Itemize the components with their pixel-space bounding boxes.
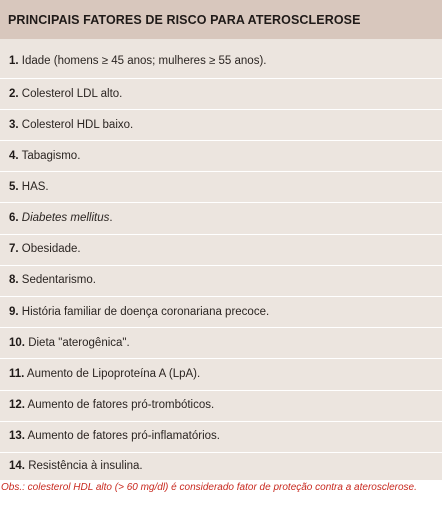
row-divider [0,296,442,297]
item-number: 11. [9,368,25,380]
item-number: 8. [9,274,19,286]
item-text: Sedentarismo. [18,274,96,286]
item-number: 13. [9,430,25,442]
row-divider [0,327,442,328]
row-divider [0,171,442,172]
item-number: 12. [9,399,25,411]
list-item [9,304,269,320]
list-item [9,428,220,444]
item-number: 3. [9,119,19,131]
item-text: Colesterol LDL alto. [18,88,123,100]
list-item [9,241,81,257]
list-item [9,210,113,226]
item-number: 14. [9,460,25,472]
item-text: Aumento de fatores pró-inflamatórios. [25,430,220,442]
row-divider [0,358,442,359]
row-divider [0,202,442,203]
list-item [9,148,80,164]
row-divider [0,265,442,266]
list-item [9,458,143,474]
table-title: PRINCIPAIS FATORES DE RISCO PARA ATEROSCLEROSE [8,13,361,27]
row-divider [0,421,442,422]
list-item [9,366,200,382]
list-item [9,397,214,413]
item-text: Aumento de fatores pró-trombóticos. [25,399,215,411]
row-divider [0,234,442,235]
list-item [9,117,133,133]
item-text: Colesterol HDL baixo. [18,119,134,131]
item-number: 6. [9,212,19,224]
row-divider [0,140,442,141]
item-text: Tabagismo. [18,150,81,162]
row-divider [0,452,442,453]
item-number: 1. [9,55,19,67]
item-text: Obesidade. [18,243,81,255]
item-text-suffix: . [109,212,113,224]
list-item [9,335,130,351]
item-text: História familiar de doença coronariana precoce. [18,306,270,318]
item-text: Aumento de Lipoproteína A (LpA). [24,368,201,380]
item-number: 10. [9,337,25,349]
list-item [9,53,266,69]
item-italic-text: Diabetes mellitus [18,212,110,224]
item-text: Idade (homens ≥ 45 anos; mulheres ≥ 55 anos). [18,55,267,67]
item-number: 7. [9,243,19,255]
item-number: 4. [9,150,19,162]
item-text: Resistência à insulina. [25,460,143,472]
footnote: Obs.: colesterol HDL alto (> 60 mg/dl) é considerado fator de proteção contra a aterosclerose. [1,482,417,493]
list-item [9,272,96,288]
item-number: 2. [9,88,19,100]
item-text: HAS. [18,181,49,193]
item-number: 5. [9,181,19,193]
table-header [0,0,442,39]
row-divider [0,109,442,110]
row-divider [0,78,442,79]
risk-factor-list [0,39,442,480]
item-text: Dieta "aterogênica". [25,337,130,349]
list-item [9,179,49,195]
list-item [9,86,122,102]
row-divider [0,390,442,391]
item-number: 9. [9,306,19,318]
